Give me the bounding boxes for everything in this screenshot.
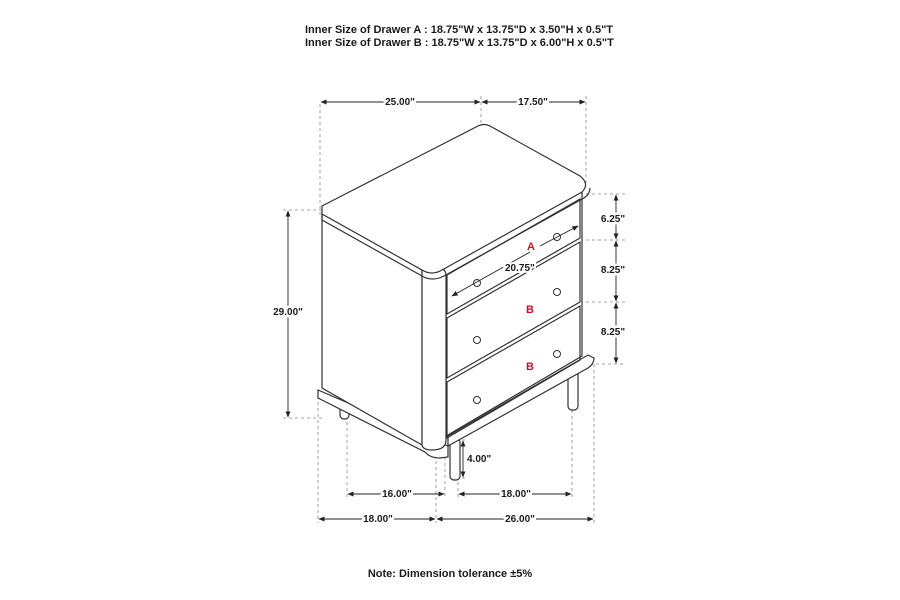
drawer-b-inner-size: Inner Size of Drawer B : 18.75"W x 13.75"D x 6.00"H x 0.5"T (305, 37, 614, 49)
dim-base-front: 26.00" (505, 514, 535, 525)
dim-leg-height: 4.00" (467, 454, 492, 465)
drawer-label-b-lower: B (526, 361, 534, 373)
dim-base-side: 18.00" (363, 514, 393, 525)
dim-leg-span-side: 16.00" (382, 489, 412, 500)
corner-column (422, 265, 446, 450)
dim-height: 29.00" (273, 307, 303, 318)
drawer-label-a: A (527, 241, 535, 253)
dim-drawer-a-height: 6.25" (600, 214, 626, 225)
dim-top-width: 25.00" (385, 97, 415, 108)
drawer-a-inner-size: Inner Size of Drawer A : 18.75"W x 13.75"D x 3.50"H x 0.5"T (305, 24, 614, 36)
dim-top-depth: 17.50" (518, 97, 548, 108)
dim-leg-span-front: 18.00" (501, 489, 531, 500)
dim-drawer-b-upper-height: 8.25" (600, 265, 626, 276)
tolerance-note: Note: Dimension tolerance ±5% (367, 568, 533, 580)
drawer-label-b-upper: B (526, 304, 534, 316)
dim-drawer-b-lower-height: 8.25" (600, 327, 626, 338)
dim-inner-width: 20.75" (505, 263, 535, 274)
